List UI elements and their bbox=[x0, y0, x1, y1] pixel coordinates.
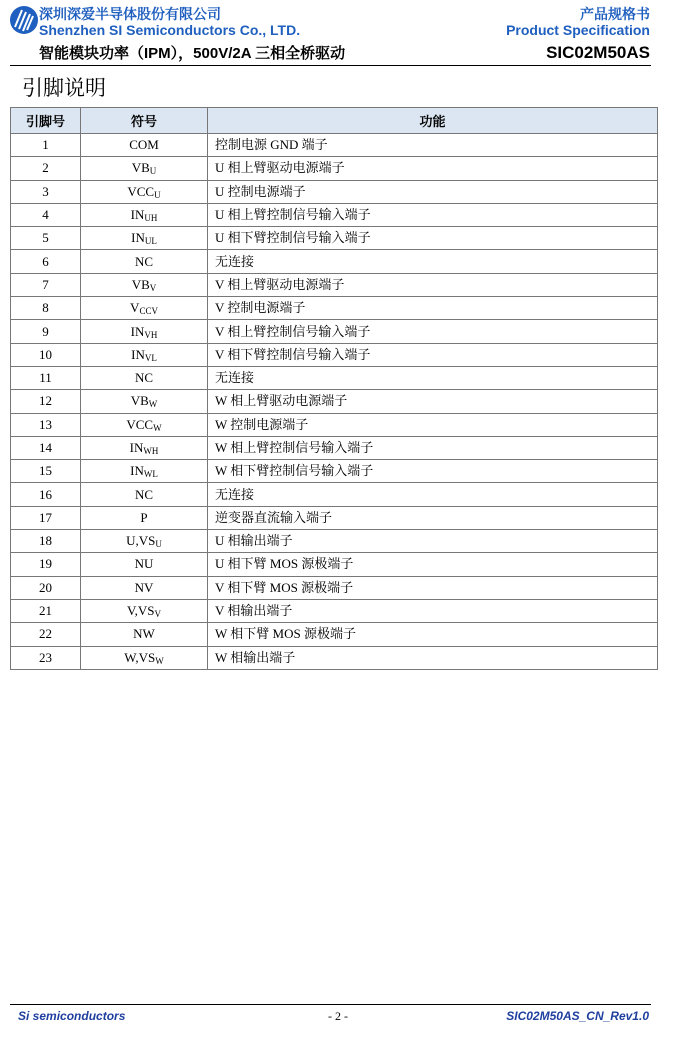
pin-function-cell: W 相下臂控制信号输入端子 bbox=[208, 460, 658, 483]
pin-symbol-text: NC bbox=[134, 370, 154, 386]
table-row bbox=[11, 134, 658, 157]
pin-function-cell: U 相输出端子 bbox=[208, 530, 658, 553]
pin-function-cell: W 相上臂控制信号输入端子 bbox=[208, 436, 658, 459]
pin-number-cell: 14 bbox=[11, 436, 81, 459]
pin-function-cell: U 控制电源端子 bbox=[208, 180, 658, 203]
pin-function-cell: 控制电源 GND 端子 bbox=[208, 134, 658, 157]
table-row bbox=[11, 553, 658, 576]
table-row bbox=[11, 250, 658, 273]
pin-number-cell: 13 bbox=[11, 413, 81, 436]
pin-function-cell: V 相上臂驱动电源端子 bbox=[208, 273, 658, 296]
pin-symbol-cell bbox=[81, 599, 208, 622]
table-row bbox=[11, 390, 658, 413]
pin-symbol-cell bbox=[81, 623, 208, 646]
pin-symbol-text: VB bbox=[130, 393, 149, 409]
pin-symbol-text: NC bbox=[134, 486, 154, 502]
table-row bbox=[11, 623, 658, 646]
pin-symbol-cell bbox=[81, 530, 208, 553]
pin-symbol-text: IN bbox=[129, 440, 144, 455]
pin-symbol-text: V bbox=[130, 300, 140, 316]
pin-symbol-subscript: U bbox=[154, 189, 161, 200]
company-name-cn: 深圳深爱半导体股份有限公司 bbox=[39, 6, 221, 22]
pin-symbol-cell bbox=[81, 227, 208, 250]
pin-symbol-subscript: VL bbox=[144, 352, 157, 363]
pin-symbol-cell bbox=[81, 180, 208, 203]
pin-symbol-cell bbox=[81, 134, 208, 157]
pin-symbol-subscript: V bbox=[154, 609, 162, 620]
pin-function-cell: U 相下臂控制信号输入端子 bbox=[208, 227, 658, 250]
pin-number-cell: 7 bbox=[11, 273, 81, 296]
pin-symbol-subscript: VH bbox=[144, 329, 158, 340]
pin-symbol-cell bbox=[81, 483, 208, 506]
pin-symbol-text: NW bbox=[133, 626, 155, 642]
footer-divider bbox=[10, 1004, 651, 1005]
pin-number-cell: 12 bbox=[11, 390, 81, 413]
pin-function-cell: W 相输出端子 bbox=[208, 646, 658, 669]
pin-number-cell: 6 bbox=[11, 250, 81, 273]
company-name-block bbox=[39, 6, 300, 38]
pin-number-cell: 19 bbox=[11, 553, 81, 576]
document-type-block bbox=[506, 6, 650, 38]
pin-symbol-cell bbox=[81, 250, 208, 273]
table-header-row bbox=[11, 108, 658, 134]
pin-symbol-text: VCC bbox=[127, 183, 155, 199]
pin-function-cell: V 相上臂控制信号输入端子 bbox=[208, 320, 658, 343]
document-revision: SIC02M50AS_CN_Rev1.0 bbox=[506, 1009, 649, 1023]
table-row bbox=[11, 297, 658, 320]
pin-symbol-subscript: U bbox=[155, 539, 162, 550]
pin-symbol-text: IN bbox=[130, 463, 144, 479]
page-number: - 2 - bbox=[328, 1009, 348, 1023]
company-logo-icon bbox=[9, 5, 39, 35]
table-row bbox=[11, 576, 658, 599]
pin-number-cell: 3 bbox=[11, 180, 81, 203]
pin-function-cell: U 相下臂 MOS 源极端子 bbox=[208, 553, 658, 576]
pin-symbol-text: NV bbox=[134, 579, 154, 595]
company-name-en: Shenzhen SI Semiconductors Co., LTD. bbox=[39, 22, 301, 38]
footer-company: Si semiconductors bbox=[18, 1009, 126, 1023]
table-row bbox=[11, 460, 658, 483]
part-number: SIC02M50AS bbox=[546, 43, 650, 62]
pin-symbol-subscript: U bbox=[149, 166, 157, 177]
pin-symbol-text: V,VS bbox=[126, 603, 155, 619]
pin-number-cell: 21 bbox=[11, 599, 81, 622]
pin-symbol-cell bbox=[81, 343, 208, 366]
table-row bbox=[11, 599, 658, 622]
pin-function-cell: V 相下臂 MOS 源极端子 bbox=[208, 576, 658, 599]
pin-symbol-cell bbox=[81, 203, 208, 226]
table-row bbox=[11, 180, 658, 203]
product-description: 智能模块功率（IPM），500V/2A 三相全桥驱动 bbox=[39, 45, 346, 62]
document-type-en: Product Specification bbox=[506, 22, 650, 38]
table-row bbox=[11, 366, 658, 389]
pin-function-cell: 无连接 bbox=[208, 366, 658, 389]
pin-function-cell: V 控制电源端子 bbox=[208, 297, 658, 320]
pin-number-cell: 11 bbox=[11, 366, 81, 389]
pin-description-table bbox=[10, 107, 658, 670]
pin-function-cell: V 相输出端子 bbox=[208, 599, 658, 622]
pin-symbol-text: IN bbox=[130, 207, 145, 223]
pin-function-cell: U 相上臂驱动电源端子 bbox=[208, 157, 658, 180]
pin-symbol-subscript: W bbox=[148, 399, 158, 410]
header-divider bbox=[10, 65, 651, 66]
pin-number-cell: 2 bbox=[11, 157, 81, 180]
pin-symbol-text: COM bbox=[129, 137, 159, 153]
pin-function-cell: U 相上臂控制信号输入端子 bbox=[208, 203, 658, 226]
pin-symbol-subscript: UH bbox=[144, 213, 158, 224]
table-row bbox=[11, 436, 658, 459]
table-row bbox=[11, 320, 658, 343]
pin-number-cell: 4 bbox=[11, 203, 81, 226]
pin-number-cell: 20 bbox=[11, 576, 81, 599]
table-row bbox=[11, 203, 658, 226]
pin-function-cell: 无连接 bbox=[208, 483, 658, 506]
pin-function-cell: W 控制电源端子 bbox=[208, 413, 658, 436]
pin-symbol-text: VB bbox=[131, 160, 150, 176]
section-title: 引脚说明 bbox=[22, 76, 106, 100]
pin-symbol-subscript: W bbox=[153, 422, 162, 433]
pin-symbol-text: IN bbox=[131, 230, 145, 246]
pin-symbol-cell bbox=[81, 460, 208, 483]
pin-symbol-text: NC bbox=[134, 253, 154, 269]
pin-symbol-text: U,VS bbox=[126, 533, 156, 549]
pin-symbol-text: VCC bbox=[126, 416, 154, 432]
pin-function-cell: W 相上臂驱动电源端子 bbox=[208, 390, 658, 413]
pin-number-cell: 10 bbox=[11, 343, 81, 366]
pin-symbol-cell bbox=[81, 413, 208, 436]
pin-symbol-cell bbox=[81, 646, 208, 669]
pin-symbol-subscript: WL bbox=[143, 469, 158, 480]
table-row bbox=[11, 157, 658, 180]
pin-number-cell: 8 bbox=[11, 297, 81, 320]
pin-number-cell: 18 bbox=[11, 530, 81, 553]
pin-symbol-text: IN bbox=[130, 323, 145, 339]
pin-symbol-subscript: V bbox=[149, 282, 157, 293]
pin-number-cell: 9 bbox=[11, 320, 81, 343]
pin-symbol-cell bbox=[81, 506, 208, 529]
pin-number-cell: 1 bbox=[11, 134, 81, 157]
pin-symbol-text: VB bbox=[131, 276, 150, 292]
pin-symbol-cell bbox=[81, 390, 208, 413]
pin-number-cell: 15 bbox=[11, 460, 81, 483]
pin-symbol-cell bbox=[81, 436, 208, 459]
table-row bbox=[11, 227, 658, 250]
table-row bbox=[11, 530, 658, 553]
pin-symbol-subscript: WH bbox=[143, 446, 159, 456]
pin-symbol-cell bbox=[81, 320, 208, 343]
pin-number-cell: 22 bbox=[11, 623, 81, 646]
table-row bbox=[11, 646, 658, 669]
pin-symbol-cell bbox=[81, 553, 208, 576]
pin-number-cell: 5 bbox=[11, 227, 81, 250]
pin-symbol-cell bbox=[81, 297, 208, 320]
pin-symbol-cell bbox=[81, 576, 208, 599]
pin-symbol-cell bbox=[81, 157, 208, 180]
table-row bbox=[11, 506, 658, 529]
pin-number-cell: 17 bbox=[11, 506, 81, 529]
pin-function-cell: V 相下臂控制信号输入端子 bbox=[208, 343, 658, 366]
pin-symbol-text: W,VS bbox=[124, 649, 156, 665]
table-row bbox=[11, 483, 658, 506]
column-header-pin-number: 引脚号 bbox=[11, 108, 81, 134]
pin-function-cell: 无连接 bbox=[208, 250, 658, 273]
pin-symbol-cell bbox=[81, 273, 208, 296]
pin-function-cell: 逆变器直流输入端子 bbox=[208, 506, 658, 529]
pin-symbol-cell bbox=[81, 366, 208, 389]
table-row bbox=[11, 343, 658, 366]
table-row bbox=[11, 273, 658, 296]
column-header-function: 功能 bbox=[208, 108, 658, 134]
pin-symbol-text: IN bbox=[131, 346, 145, 362]
pin-symbol-text: NU bbox=[134, 556, 154, 572]
pin-function-cell: W 相下臂 MOS 源极端子 bbox=[208, 623, 658, 646]
pin-symbol-subscript: UL bbox=[144, 236, 157, 247]
table-row bbox=[11, 413, 658, 436]
pin-symbol-subscript: W bbox=[155, 655, 164, 666]
pin-symbol-text: P bbox=[140, 509, 148, 525]
pin-symbol-subscript: CCV bbox=[139, 306, 158, 317]
column-header-symbol: 符号 bbox=[81, 108, 208, 134]
pin-number-cell: 23 bbox=[11, 646, 81, 669]
document-type-cn: 产品规格书 bbox=[580, 6, 650, 22]
pin-number-cell: 16 bbox=[11, 483, 81, 506]
